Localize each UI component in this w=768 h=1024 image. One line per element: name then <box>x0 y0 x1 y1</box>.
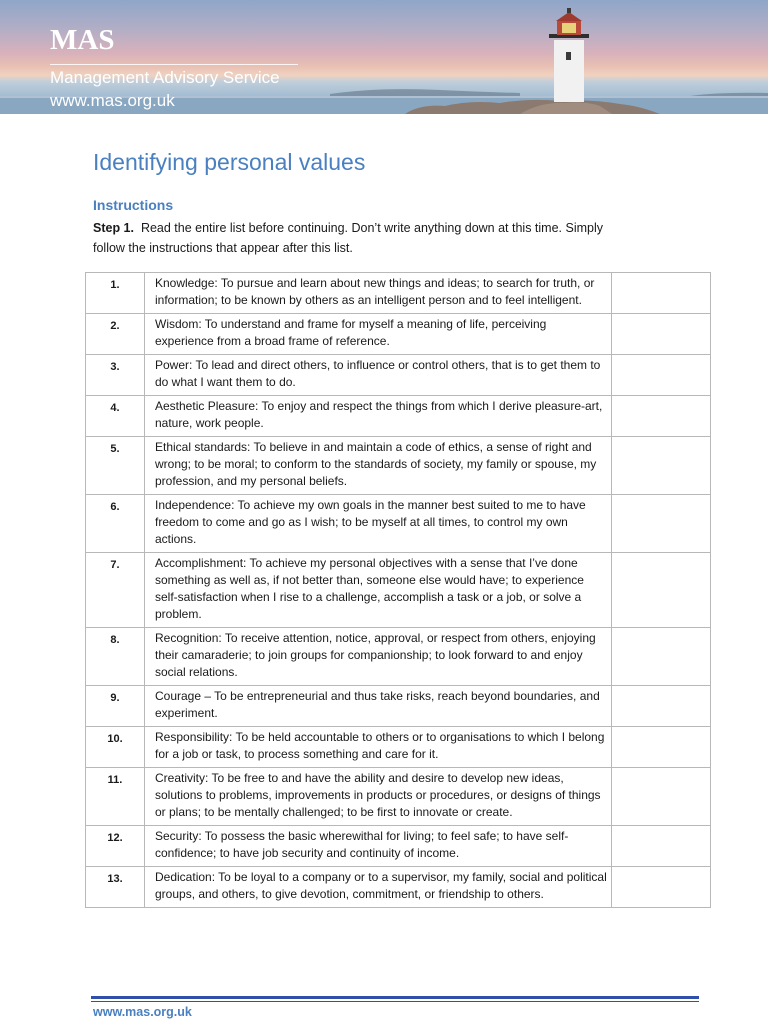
brand-url[interactable]: www.mas.org.uk <box>50 91 175 110</box>
value-response-cell[interactable] <box>612 628 711 686</box>
value-description: Creativity: To be free to and have the ability and desire to develop new ideas, solutions to problems, improvements in products or procedures, or designs of things or plans; to be mentally challenged; to be first to innovate or create. <box>145 768 612 826</box>
value-row <box>86 355 711 396</box>
footer-rule <box>91 996 699 999</box>
value-description: Responsibility: To be held accountable to others or to organisations to which I belong for a job or task, to process something and care for it. <box>145 727 612 768</box>
value-row <box>86 396 711 437</box>
value-row <box>86 273 711 314</box>
value-description: Power: To lead and direct others, to influence or control others, that is to get them to do what I want them to do. <box>145 355 612 396</box>
value-description: Accomplishment: To achieve my personal objectives with a sense that I’ve done something as well as, if not better than, someone else would have; to experience self-satisfaction when I rise to a challenge, accomplish a task or a job, or solve a problem. <box>145 553 612 628</box>
value-number: 12. <box>86 826 145 867</box>
value-description: Security: To possess the basic wherewithal for living; to feel safe; to have self-confidence; to have job security and continuity of income. <box>145 826 612 867</box>
value-number: 1. <box>86 273 145 314</box>
value-description: Independence: To achieve my own goals in the manner best suited to me to have freedom to come and go as I wish; to be myself at all times, to control my own actions. <box>145 495 612 553</box>
value-response-cell[interactable] <box>612 355 711 396</box>
step-text: Read the entire list before continuing. Don’t write anything down at this time. Simply follow the instructions that appear after this list. <box>93 221 603 255</box>
value-row <box>86 437 711 495</box>
value-row <box>86 314 711 355</box>
value-row <box>86 686 711 727</box>
value-response-cell[interactable] <box>612 396 711 437</box>
value-row <box>86 553 711 628</box>
value-number: 6. <box>86 495 145 553</box>
value-number: 10. <box>86 727 145 768</box>
value-description: Recognition: To receive attention, notice, approval, or respect from others, enjoying their camaraderie; to join groups for companionship; to look forward to and enjoy social relations. <box>145 628 612 686</box>
value-number: 3. <box>86 355 145 396</box>
value-number: 9. <box>86 686 145 727</box>
value-response-cell[interactable] <box>612 553 711 628</box>
instructions-text <box>93 218 633 258</box>
value-description: Dedication: To be loyal to a company or to a supervisor, my family, social and political groups, and others, to give devotion, commitment, or friendship to others. <box>145 867 612 908</box>
instructions-heading: Instructions <box>93 197 174 213</box>
value-number: 13. <box>86 867 145 908</box>
value-number: 4. <box>86 396 145 437</box>
value-number: 8. <box>86 628 145 686</box>
value-row <box>86 867 711 908</box>
header-banner <box>0 0 768 114</box>
value-row <box>86 628 711 686</box>
footer-rule-thin <box>91 1001 699 1002</box>
value-response-cell[interactable] <box>612 495 711 553</box>
page-title: Identifying personal values <box>93 149 366 175</box>
value-number: 11. <box>86 768 145 826</box>
value-number: 5. <box>86 437 145 495</box>
value-description: Ethical standards: To believe in and maintain a code of ethics, a sense of right and wrong; to be moral; to conform to the standards of society, my family or spouse, my profession, and my personal beliefs. <box>145 437 612 495</box>
brand-block <box>50 26 298 111</box>
footer-url[interactable]: www.mas.org.uk <box>93 1005 192 1019</box>
value-response-cell[interactable] <box>612 314 711 355</box>
step-label: Step 1. <box>93 221 134 235</box>
value-description: Knowledge: To pursue and learn about new things and ideas; to search for truth, or information; to be known by others as an intelligent person and to feel intelligent. <box>145 273 612 314</box>
brand-subtitle: Management Advisory Service <box>50 68 280 87</box>
value-description: Courage – To be entrepreneurial and thus take risks, reach beyond boundaries, and experiment. <box>145 686 612 727</box>
value-row <box>86 826 711 867</box>
value-response-cell[interactable] <box>612 867 711 908</box>
value-row <box>86 768 711 826</box>
value-description: Aesthetic Pleasure: To enjoy and respect the things from which I derive pleasure-art, nature, work people. <box>145 396 612 437</box>
value-number: 7. <box>86 553 145 628</box>
value-number: 2. <box>86 314 145 355</box>
value-response-cell[interactable] <box>612 686 711 727</box>
value-response-cell[interactable] <box>612 437 711 495</box>
value-response-cell[interactable] <box>612 768 711 826</box>
value-row <box>86 727 711 768</box>
brand-name: MAS <box>50 24 115 56</box>
value-row <box>86 495 711 553</box>
value-response-cell[interactable] <box>612 826 711 867</box>
values-table <box>85 272 711 908</box>
value-description: Wisdom: To understand and frame for myself a meaning of life, perceiving experience from a broad frame of reference. <box>145 314 612 355</box>
value-response-cell[interactable] <box>612 727 711 768</box>
brand-divider <box>50 64 298 65</box>
value-response-cell[interactable] <box>612 273 711 314</box>
